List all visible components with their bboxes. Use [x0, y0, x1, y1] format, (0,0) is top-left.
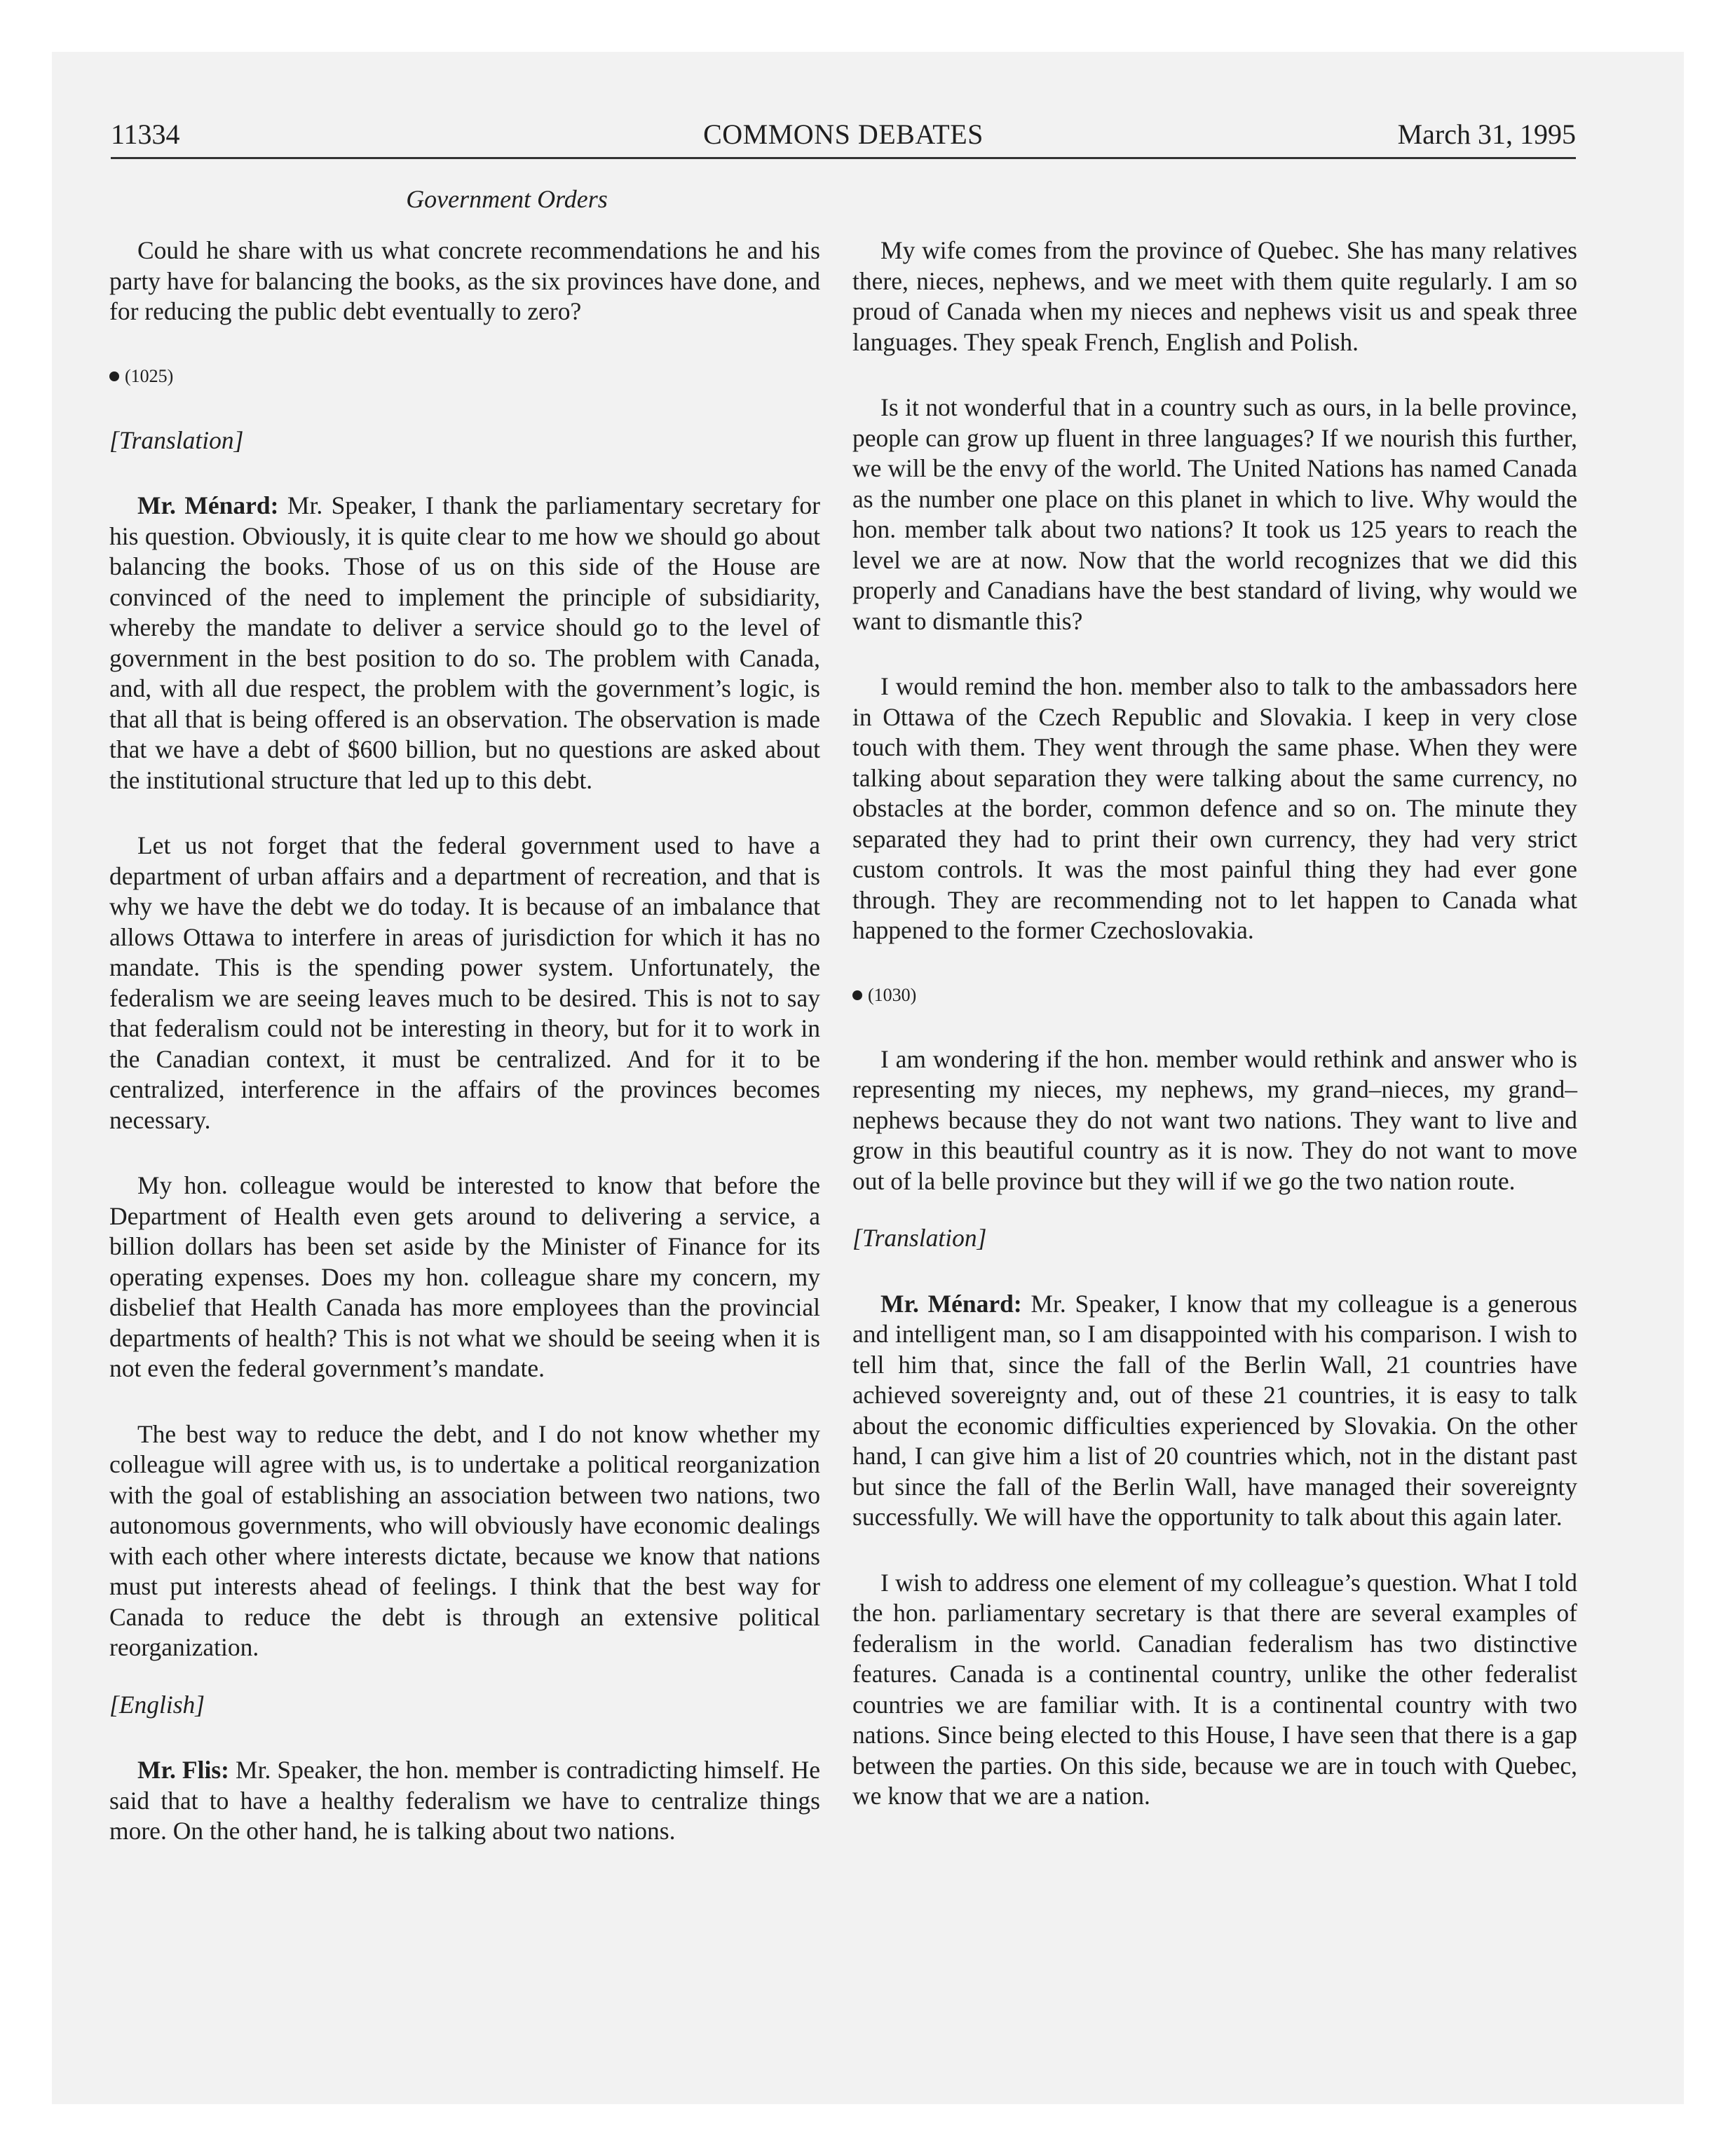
- paragraph: [852, 1289, 1577, 1533]
- publication-date: March 31, 1995: [1397, 118, 1576, 150]
- page-header: [111, 112, 1576, 157]
- time-marker: [109, 362, 820, 390]
- language-tag: [English]: [109, 1690, 205, 1719]
- paragraph: I am wondering if the hon. member would rethink and answer who is representing my nieces, my nephews, my grand–nieces, my grand–nephews because they do not want two nations. They want to live and grow in this beautiful country as it is now. They do not want to move out of la belle province but they will if we go the two nation route.: [852, 1044, 1577, 1195]
- section-title: Government Orders: [406, 185, 608, 213]
- paragraph: Is it not wonderful that in a country such as ours, in la belle province, people can grow up fluent in three languages? If we nourish this further, we will be the envy of the world. The United Nations has named Canada as the number one place on this planet in which to live. Why would the hon. member talk about two nations? It took us 125 years to reach the level we are at now. Now that the world recognizes that we did this properly and Canadians have the best standard of living, why would we want to dismantle this?: [852, 393, 1577, 635]
- paragraph: The best way to reduce the debt, and I do not know whether my colleague will agree with us, is to undertake a political reorganization with the goal of establishing an association between two nations, two autonomous governments, who will obviously have economic dealings with each other where interests dictate, because we know that nations must put interests ahead of feelings. I think that the best way for Canada to reduce the debt is through an extensive political reorganization.: [109, 1419, 820, 1661]
- speech-text: Mr. Speaker, the hon. member is contradicting himself. He said that to have a healthy federalism we have to centralize things more. On the other hand, he is talking about two nations.: [109, 1756, 820, 1845]
- header-rule: [111, 157, 1576, 159]
- language-tag: [Translation]: [852, 1224, 987, 1252]
- speech-text: Mr. Speaker, I thank the parliamentary secretary for his question. Obviously, it is quite clear to me how we should go about balancing the books. Those of us on this side of the House are convinced of the need to implement the principle of subsidiarity, whereby the mandate to deliver a service should go to the level of government in the best position to do so. The problem with Canada, and, with all due respect, the problem with the government’s logic, is that all that is being offered is an observation. The observation is made that we have a debt of $600 billion, but no questions are asked about the institutional structure that led up to this debt.: [109, 491, 820, 794]
- paragraph: My hon. colleague would be interested to know that before the Department of Health even gets around to delivering a service, a billion dollars has been set aside by the Minister of Finance for its operating expenses. Does my hon. colleague share my concern, my disbelief that Health Canada has more employees than the provincial departments of health? This is not what we should be seeing when it is not even the federal government’s mandate.: [109, 1171, 820, 1382]
- time-marker-label: (1030): [868, 984, 917, 1005]
- time-marker: [852, 981, 1577, 1009]
- speaker-name: Mr. Flis:: [137, 1756, 229, 1784]
- paragraph: Could he share with us what concrete recommendations he and his party have for balancing the books, as the six provinces have done, and for reducing the public debt eventually to zero?: [109, 236, 820, 325]
- speaker-name: Mr. Ménard:: [137, 491, 279, 519]
- bullet-icon: [852, 990, 862, 1000]
- paragraph: I wish to address one element of my colleague’s question. What I told the hon. parliamentary secretary is that there are several examples of federalism in the world. Canadian federalism has two distinctive features. Canada is a continental country, unlike the other federalist countries we are familiar with. It is a continental country with two nations. Since being elected to this House, I have seen that there is a gap between the parties. On this side, because we are in touch with Quebec, we know that we are a nation.: [852, 1568, 1577, 1810]
- speaker-name: Mr. Ménard:: [880, 1289, 1022, 1318]
- paragraph: [109, 491, 820, 796]
- paragraph: Let us not forget that the federal government used to have a department of urban affairs and a department of recreation, and that is why we have the debt we do today. It is because of an imbalance that allows Ottawa to interfere in areas of jurisdiction for which it has no mandate. This is the spending power system. Unfortunately, the federalism we are seeing leaves much to be desired. This is not to say that federalism could not be interesting in theory, but for it to work in the Canadian context, it must be centralized. And for it to be centralized, interference in the affairs of the provinces becomes necessary.: [109, 831, 820, 1134]
- paragraph: I would remind the hon. member also to talk to the ambassadors here in Ottawa of the Czech Republic and Slovakia. I keep in very close touch with them. They went through the same phase. When they were talking about separation they were talking about the same currency, no obstacles at the border, common defence and so on. The minute they separated they had to print their own currency, they had very strict custom controls. It was the most painful thing they had ever gone through. They are recommending not to let happen to Canada what happened to the former Czechoslovakia.: [852, 672, 1577, 944]
- speech-text: Mr. Speaker, I know that my colleague is a generous and intelligent man, so I am disappointed with his comparison. I wish to tell him that, since the fall of the Berlin Wall, 21 countries have achieved sovereignty and, out of these 21 countries, it is easy to talk about the economic difficulties experienced by Slovakia. On the other hand, I can give him a list of 20 countries which, not in the distant past but since the fall of the Berlin Wall, have managed their sovereignty successfully. We will have the opportunity to talk about this again later.: [852, 1289, 1578, 1531]
- paragraph: My wife comes from the province of Quebec. She has many relatives there, nieces, nephews, and we meet with them quite regularly. I am so proud of Canada when my nieces and nephews visit us and speak three languages. They speak French, English and Polish.: [852, 236, 1577, 356]
- right-column: [852, 236, 1577, 1812]
- publication-title: COMMONS DEBATES: [703, 118, 984, 150]
- paragraph: [109, 1755, 820, 1847]
- bullet-icon: [109, 371, 119, 381]
- time-marker-label: (1025): [125, 365, 174, 386]
- language-tag: [Translation]: [109, 425, 244, 454]
- page-number: 11334: [111, 118, 180, 150]
- left-column: [109, 184, 820, 1847]
